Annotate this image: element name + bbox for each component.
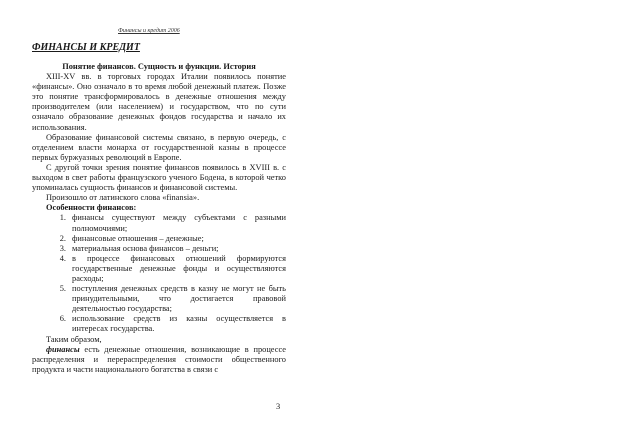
list-item-number: 5. (59, 284, 66, 294)
list-item-number: 4. (59, 253, 66, 263)
list-item-number: 1. (59, 213, 66, 223)
page-number: 3 (276, 402, 281, 411)
section-title: ФИНАНСЫ И КРЕДИТ (32, 42, 140, 53)
conclusion-paragraph (32, 345, 286, 375)
list-item (32, 284, 286, 314)
paragraph-history: XIII-XV вв. в торговых городах Италии появилось понятие «финансы». Оно означало в то время любой денежный платеж. Позже это понятие трансформировалось в денежные отношения между производителем (или населением) и государством, что по сути означало образование денежных фондов государства и начало их использования. (32, 72, 286, 132)
running-head: Финансы и кредит 2006 (118, 28, 180, 34)
list-item-number: 2. (59, 233, 66, 243)
list-item-text: финансы существуют между субъектами с разными полномочиями; (72, 213, 286, 233)
paragraph-boden: С другой точки зрения понятие финансов появилось в XVIII в. с выходом в свет работы французского ученого Бодена, в которой четко упоминалась сущность финансов и финансовой системы. (32, 162, 286, 193)
conclusion-text: есть денежные отношения, возникающие в процессе распределения и перераспределения стоимости общественного продукта и части национального богатства в связи с (32, 344, 286, 374)
list-item (32, 314, 286, 334)
features-heading: Особенности финансов: (46, 203, 137, 213)
list-item-text: в процессе финансовых отношений формируются государственные денежные фонды и осуществляются расходы; (72, 253, 286, 283)
list-item (32, 234, 286, 244)
text-column (32, 40, 286, 375)
conclusion-term: финансы (46, 344, 80, 354)
conclusion-lead: Таким образом, (46, 334, 102, 344)
list-item-text: финансовые отношения – денежные; (72, 233, 204, 243)
list-item-text: использование средств из казны осуществляется в интересах государства. (72, 314, 286, 334)
paragraph-system: Образование финансовой системы связано, в первую очередь, с отделением власти монарха от государственной казны в процессе первых буржуазных революций в Европе. (32, 132, 286, 162)
list-item (32, 244, 286, 254)
list-item (32, 254, 286, 284)
list-item-text: материальная основа финансов – деньги; (72, 243, 219, 253)
paragraph-latin: Произошло от латинского слова «finansia». (46, 193, 200, 203)
list-item-number: 3. (59, 243, 66, 253)
features-list (32, 213, 286, 334)
topic-heading: Понятие финансов. Сущность и функции. История (62, 62, 256, 71)
list-item-text: поступления денежных средств в казну не могут не быть принудительными, что достигается правовой деятельностью государства; (72, 284, 286, 314)
list-item (32, 213, 286, 233)
list-item-number: 6. (59, 314, 66, 324)
